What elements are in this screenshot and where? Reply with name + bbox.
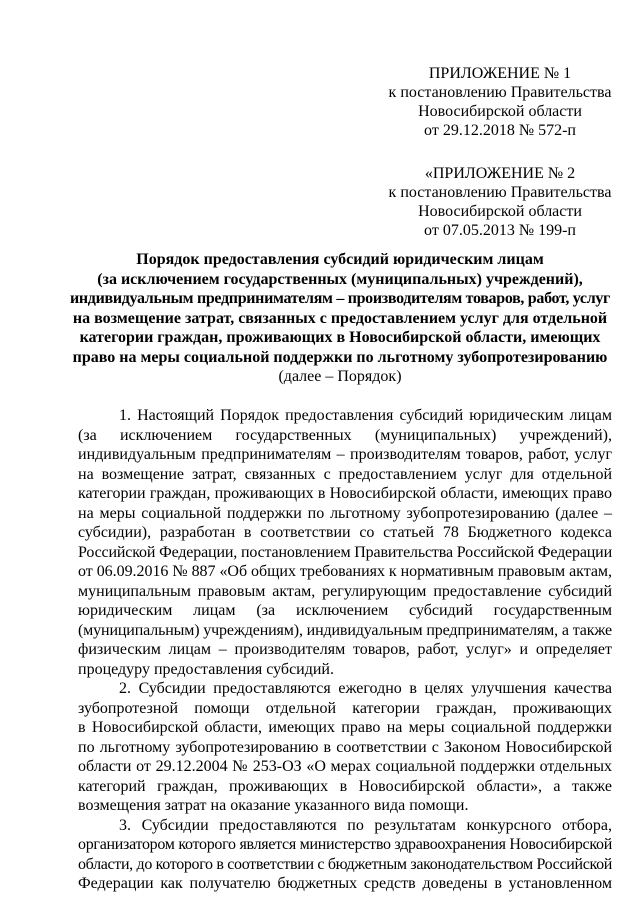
paragraph-1-line: субсидии), разработан в соответствии со статьей 78 Бюджетного кодекса: [78, 524, 612, 541]
paragraph-1-line: процедуру предоставления субсидий.: [78, 660, 334, 678]
paragraph-2-line: 2. Субсидии предоставляются ежегодно в целях улучшения качества: [119, 680, 612, 697]
annex-1-line: от 29.12.2018 № 572-п: [424, 122, 576, 139]
paragraph-1-line: на меры социальной поддержки по льготному зубопротезированию (далее –: [78, 504, 612, 522]
title-line: на возмещение затрат, связанных с предоставлением услуг для отдельной: [72, 309, 608, 327]
paragraph-2-line: области от 29.12.2004 № 253-ОЗ «О мерах социальной поддержки отдельных: [78, 758, 612, 775]
paragraph-3-line: организатором которого является министерство здравоохранения Новосибирской: [78, 836, 612, 853]
paragraph-1-line: Российской Федерации, постановлением Правительства Российской Федерации: [78, 543, 612, 561]
annex-2-line: к постановлению Правительства: [388, 184, 612, 201]
title-line: Порядок предоставления субсидий юридическим лицам: [136, 251, 544, 268]
paragraph-2-line: зубопротезной помощи отдельной категории граждан, проживающих: [78, 699, 612, 717]
paragraph-1-line: категории граждан, проживающих в Новосибирской области, имеющих право: [78, 485, 612, 502]
title-line: право на меры социальной поддержки по льготному зубопротезированию: [72, 348, 608, 366]
annex-2-line: Новосибирской области: [418, 203, 582, 220]
annex-2-line: «ПРИЛОЖЕНИЕ № 2: [424, 165, 576, 182]
annex-1-line: к постановлению Правительства: [388, 84, 612, 101]
paragraph-1-line: физическим лицам – производителям товаров, работ, услуг» и определяет: [78, 641, 612, 658]
paragraph-2-line: возмещения затрат на оказание указанного вида помощи.: [78, 797, 469, 814]
document-subtitle: (далее – Порядок): [278, 368, 402, 385]
title-line: категории граждан, проживающих в Новосибирской области, имеющих: [79, 329, 601, 346]
paragraph-1-line: 1. Настоящий Порядок предоставления субсидий юридическим лицам: [119, 407, 612, 424]
paragraph-1-line: на возмещение затрат, связанных с предоставлением услуг для отдельной: [78, 465, 612, 483]
paragraph-3-line: Федерации как получателю бюджетных средств доведены в установленном: [78, 875, 612, 892]
paragraph-1-line: юридическим лицам (за исключением субсидий государственным: [78, 602, 612, 619]
annex-2-line: от 07.05.2013 № 199-п: [424, 222, 576, 239]
annex-2-header: [380, 164, 620, 240]
paragraph-2-line: по льготному зубопротезированию в соответствии с Законом Новосибирской: [78, 738, 612, 756]
title-line: (за исключением государственных (муниципальных) учреждений),: [97, 270, 583, 288]
annex-1-line: ПРИЛОЖЕНИЕ № 1: [428, 65, 572, 82]
title-line: индивидуальным предпринимателям – производителям товаров, работ, услуг: [70, 290, 611, 307]
paragraph-1-line: (за исключением государственных (муниципальных) учреждений),: [78, 426, 612, 444]
paragraph-2-line: в Новосибирской области, имеющих право на меры социальной поддержки: [78, 719, 612, 736]
document-title: [70, 250, 610, 367]
document-body: [78, 406, 612, 894]
paragraph-2-line: категорий граждан, проживающих в Новосибирской области», а также: [78, 777, 612, 795]
paragraph-1-line: (муниципальным) учреждениям), индивидуальным предпринимателям, а также: [78, 621, 612, 639]
annex-1-header: [380, 64, 620, 140]
paragraph-1-line: от 06.09.2016 № 887 «Об общих требованиях к нормативным правовым актам,: [78, 563, 612, 580]
annex-1-line: Новосибирской области: [418, 103, 582, 120]
paragraph-1-line: индивидуальным предпринимателям – производителям товаров, работ, услуг: [78, 446, 612, 463]
paragraph-1-line: муниципальным правовым актам, регулирующим предоставление субсидий: [78, 582, 612, 600]
paragraph-3-line: области, до которого в соответствии с бюджетным законодательством Российской: [78, 855, 613, 873]
paragraph-3-line: 3. Субсидии предоставляются по результатам конкурсного отбора,: [119, 816, 612, 834]
